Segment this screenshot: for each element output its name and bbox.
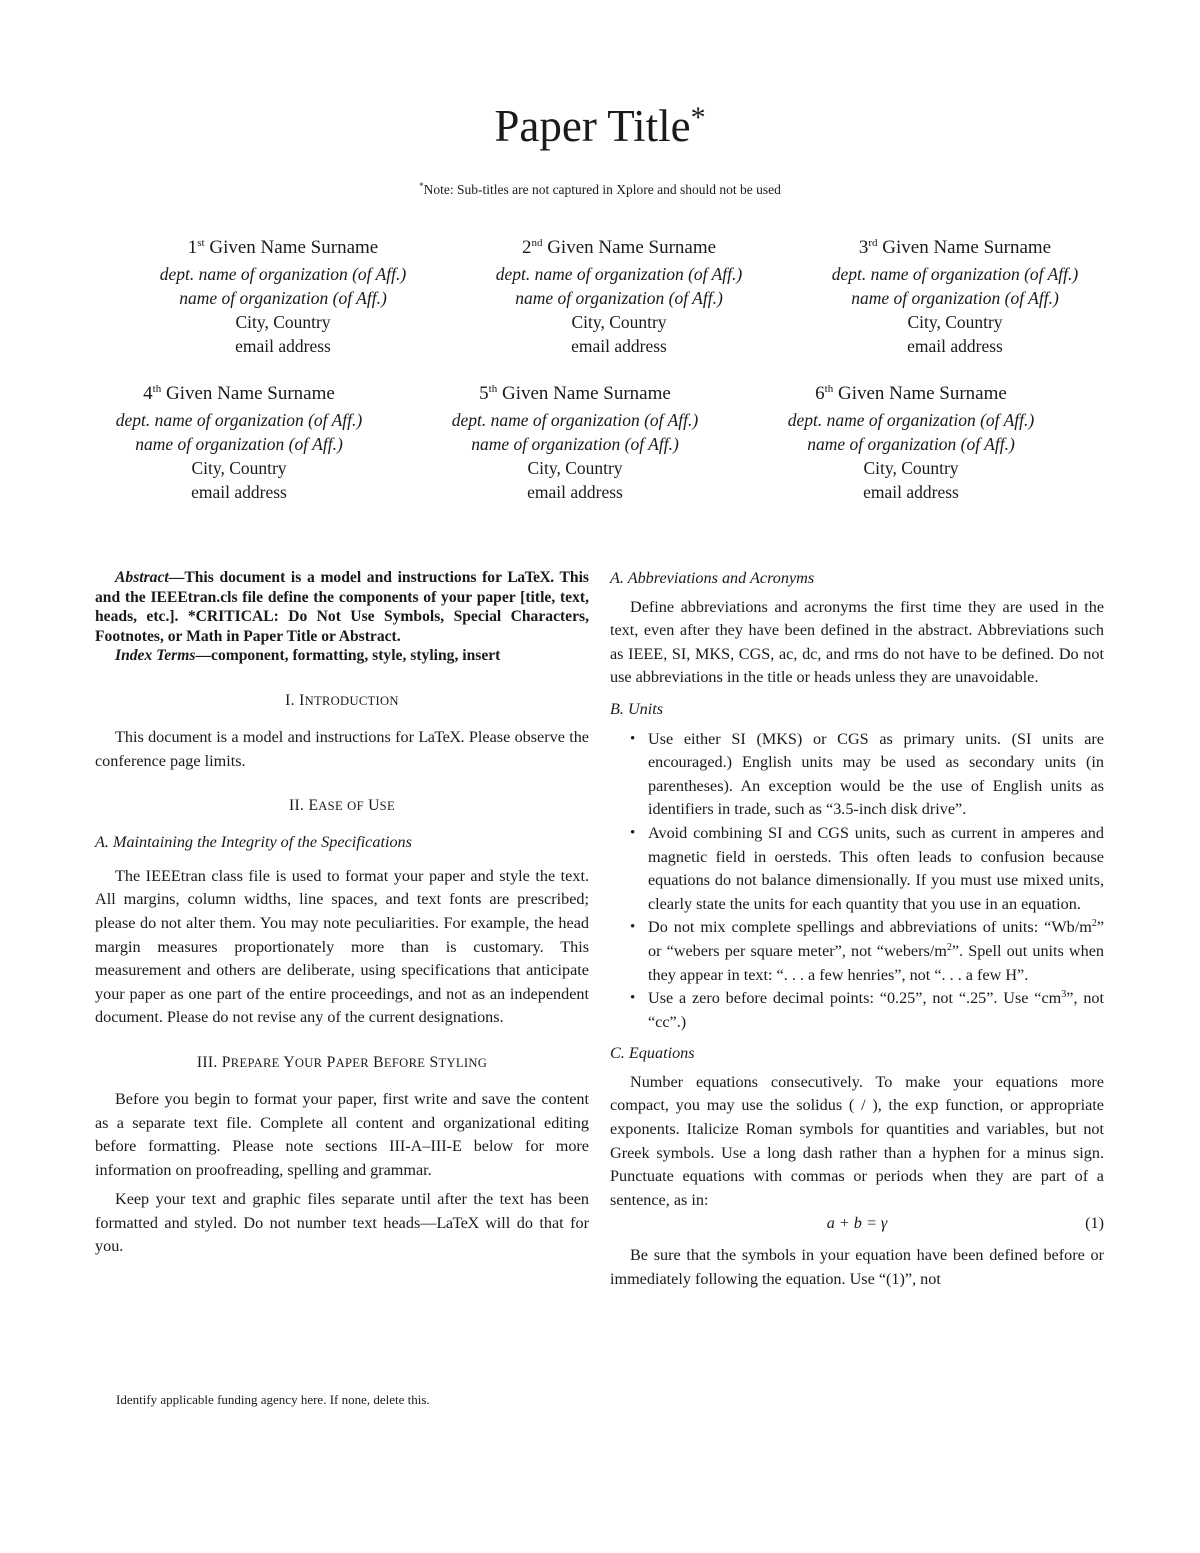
author-block-5 bbox=[410, 382, 740, 504]
author-city: City, Country bbox=[235, 312, 331, 332]
author-block-2 bbox=[454, 236, 784, 358]
funding-footnote: Identify applicable funding agency here. If none, delete this. bbox=[116, 1392, 430, 1407]
author-email: email address bbox=[191, 482, 287, 502]
list-item: • Use a zero before decimal points: “0.25”, not “.25”. Use “$cm^3$”, not “cc”.) bbox=[630, 989, 1105, 1031]
author-city: City, Country bbox=[571, 312, 667, 332]
left-column bbox=[95, 568, 589, 1259]
author-name: 2nd Given Name Surname bbox=[521, 237, 717, 258]
author-city: City, Country bbox=[191, 458, 287, 478]
bullet-icon: • bbox=[630, 919, 636, 936]
section-heading-ease-of-use: II. EASE OF USE bbox=[289, 797, 395, 815]
author-block-1 bbox=[118, 236, 448, 358]
author-name: 5th Given Name Surname bbox=[479, 383, 671, 404]
bullet-icon: • bbox=[630, 824, 636, 841]
prepare-paragraph-2: Keep your text and graphic files separate until after the text has been formatted and styled. Do not number text heads—LaTeX will do that for you. bbox=[95, 1190, 589, 1256]
equations-paragraph-2: Be sure that the symbols in your equation have been defined before or immediately following the equation. Use “(1)”, not bbox=[610, 1246, 1104, 1289]
latex-logo: LaTeX bbox=[436, 1213, 479, 1232]
author-name: 3rd Given Name Surname bbox=[858, 237, 1052, 258]
author-dept: dept. name of organization (of Aff.) bbox=[787, 410, 1035, 430]
author-dept: dept. name of organization (of Aff.) bbox=[115, 410, 363, 430]
author-org: name of organization (of Aff.) bbox=[515, 288, 723, 308]
index-terms: component, formatting, style, styling, insert bbox=[211, 647, 501, 665]
paper-title: Paper Title* bbox=[494, 101, 706, 151]
equations-paragraph: Number equations consecutively. To make your equations more compact, you may use the solidus ( / ), the exp function, or appropriate exponents. Italicize Roman symbols for quantities and variables, but not Greek symbols. Use a long dash rather than a hyphen for a minus sign. Punctuate equations with commas or periods when they are part of a sentence, as in: bbox=[610, 1072, 1104, 1209]
list-item: • Use either SI (MKS) or CGS as primary units. (SI units are encouraged.) English units may be used as secondary units (in parentheses). An exception would be the use of English units as identifiers in trade, such as “3.5-inch disk drive”. bbox=[630, 729, 1104, 819]
author-name: 1st Given Name Surname bbox=[187, 237, 379, 258]
author-city: City, Country bbox=[527, 458, 623, 478]
equation-1 bbox=[610, 1212, 1104, 1238]
author-email: email address bbox=[235, 336, 331, 356]
integrity-paragraph: The IEEEtran class file is used to format your paper and style the text. All margins, column widths, line spaces, and text fonts are prescribed; please do not alter them. You may note peculiarities. For example, the head margin measures proportionately more than is customary. This measurement and others are deliberate, using specifications that anticipate your paper as one part of the entire proceedings, and not as an independent document. Please do not revise any of the current designations. bbox=[95, 866, 589, 1027]
author-org: name of organization (of Aff.) bbox=[135, 434, 343, 454]
abbreviations-paragraph: Define abbreviations and acronyms the first time they are used in the text, even after they have been defined in the abstract. Abbreviations such as IEEE, SI, MKS, CGS, ac, dc, and rms do not have to be defined. Do not use abbreviations in the title or heads unless they are unavoidable. bbox=[610, 597, 1104, 687]
section-heading-prepare: III. PREPARE YOUR PAPER BEFORE STYLING bbox=[196, 1053, 488, 1071]
units-list bbox=[610, 728, 1104, 1035]
bullet-icon: • bbox=[630, 990, 636, 1007]
equation-number: (1) bbox=[1085, 1214, 1104, 1233]
title-note-mark: * bbox=[419, 181, 424, 191]
equation-expression: a + b = γ bbox=[826, 1214, 888, 1233]
author-org: name of organization (of Aff.) bbox=[851, 288, 1059, 308]
abstract-label: Abstract bbox=[115, 569, 169, 586]
author-email: email address bbox=[571, 336, 667, 356]
subsection-heading-equations: C. Equations bbox=[610, 1044, 695, 1063]
list-item: • Do not mix complete spellings and abbreviations of units: “$Wb/m^2$” or “webers per square meter”, not “$webers/m^2$”. Spell out units when they appear in text: “. . . a few henries”, not “. . . a few H”. bbox=[630, 918, 1104, 984]
author-org: name of organization (of Aff.) bbox=[179, 288, 387, 308]
section-heading-introduction: I. INTRODUCTION bbox=[285, 691, 399, 709]
author-block-4 bbox=[74, 382, 404, 504]
author-city: City, Country bbox=[863, 458, 959, 478]
author-org: name of organization (of Aff.) bbox=[471, 434, 679, 454]
author-name: 4th Given Name Surname bbox=[143, 383, 335, 404]
abstract: Abstract—This document is a model and instructions for LaTeX. This and the IEEEtran.cls file define the components of your paper [title, text, heads, etc.]. *CRITICAL: Do Not Use Symbols, Special Characters, Footnotes, or Math in Paper Title or Abstract. Index Terms—component, formatting, style, styling, insert bbox=[95, 569, 589, 665]
list-item: • Avoid combining SI and CGS units, such as current in amperes and magnetic field in oersteds. This often leads to confusion because equations do not balance dimensionally. If you must use mixed units, clearly state the units for each quantity that you use in an equation. bbox=[630, 823, 1104, 913]
author-dept: dept. name of organization (of Aff.) bbox=[451, 410, 699, 430]
title-note: *Note: Sub-titles are not captured in Xplore and should not be used bbox=[419, 181, 781, 197]
author-email: email address bbox=[907, 336, 1003, 356]
title-footnote-mark: * bbox=[690, 101, 706, 134]
author-email: email address bbox=[527, 482, 623, 502]
author-block-3 bbox=[790, 236, 1120, 358]
author-org: name of organization (of Aff.) bbox=[807, 434, 1015, 454]
latex-logo: LaTeX bbox=[507, 569, 551, 586]
author-dept: dept. name of organization (of Aff.) bbox=[831, 264, 1079, 284]
bullet-icon: • bbox=[630, 730, 636, 747]
subsection-heading-units: B. Units bbox=[610, 699, 664, 718]
subsection-heading-integrity: A. Maintaining the Integrity of the Specifications bbox=[95, 833, 412, 852]
subsection-heading-abbreviations: A. Abbreviations and Acronyms bbox=[610, 569, 815, 587]
latex-logo: LaTeX bbox=[418, 727, 461, 746]
prepare-paragraph-1: Before you begin to format your paper, first write and save the content as a separate text file. Complete all content and organizational editing before formatting. Please note sections III-A–III-E below for more information on proofreading, spelling and grammar. bbox=[95, 1089, 589, 1179]
intro-paragraph: This document is a model and instructions for LaTeX. Please observe the conference page limits. bbox=[95, 727, 589, 770]
author-block-6 bbox=[746, 382, 1076, 504]
author-email: email address bbox=[863, 482, 959, 502]
author-city: City, Country bbox=[907, 312, 1003, 332]
right-column bbox=[610, 567, 1104, 1292]
author-dept: dept. name of organization (of Aff.) bbox=[159, 264, 407, 284]
index-terms-label: Index Terms bbox=[115, 647, 196, 665]
author-name: 6th Given Name Surname bbox=[815, 383, 1007, 404]
author-dept: dept. name of organization (of Aff.) bbox=[495, 264, 743, 284]
